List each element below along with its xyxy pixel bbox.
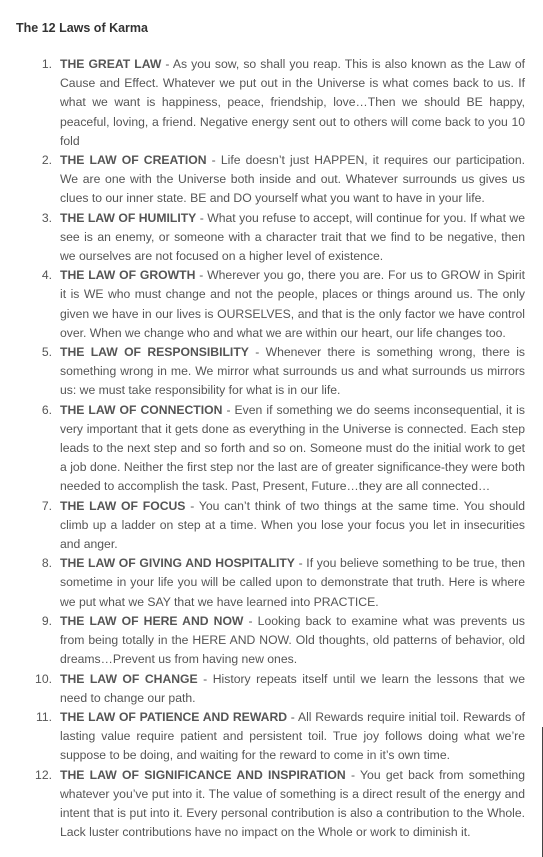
list-item-number: 6. [41,402,52,417]
list-item-number: 1. [41,57,52,71]
law-description: - If you believe something to be true, then sometime in your life you will be called upon to demonstrate that truth. Here is where we put what we SAY that we have learned into PRACTICE. [60,556,525,609]
list-item-number: 5. [41,345,52,360]
list-item [16,612,525,670]
law-description: - As you sow, so shall you reap. This is also known as the Law of Cause and Effect. Whatever we put out in the Universe is what comes back to us. If what we want is happiness, peace, friendship, love…Then we should BE happy, peaceful, loving, a friend. Negative energy sent out to others will come back to you 10 fold [60,57,525,148]
law-name: THE LAW OF SIGNIFICANCE AND INSPIRATION [60,767,346,782]
list-item-number: 9. [41,613,52,628]
list-item [16,55,525,151]
law-description: - History repeats itself until we learn the lessons that we need to change our path. [60,671,525,705]
list-item-number: 11. [35,709,52,724]
list-item-body [60,708,525,766]
laws-list [16,55,525,842]
law-name: THE GREAT LAW [60,57,162,71]
law-name: THE LAW OF HERE AND NOW [60,613,244,628]
list-item-body [60,554,525,612]
law-name: THE LAW OF RESPONSIBILITY [60,345,249,360]
list-item-body [60,55,525,151]
law-description: - What you refuse to accept, will continue for you. If what we see is an enemy, or someone with a character trait that we find to be negative, then we ourselves are not focused on a higher level of existence. [60,210,525,264]
law-name: THE LAW OF PATIENCE AND REWARD [60,709,288,724]
list-item-number: 12. [35,767,52,782]
law-description: - Looking back to examine what was prevents us from being totally in the HERE AND NOW. Old thoughts, old patterns of behavior, old dreams…Prevent us from having new ones. [60,613,526,667]
law-description: - You get back from something whatever you’ve put into it. The value of something is a direct result of the energy and intent that is put into it. Every personal contribution is also a contribution to the Whole. Lack luster contributions have no impact on the Whole or work to diminish it. [60,767,525,840]
list-item-body [60,151,525,209]
list-item-body [60,612,525,670]
list-item-body [60,497,525,555]
law-name: THE LAW OF GIVING AND HOSPITALITY [60,556,295,571]
law-name: THE LAW OF FOCUS [60,498,186,513]
list-item [16,151,525,209]
law-description: - Wherever you go, there you are. For us to GROW in Spirit it is WE who must change and not the people, places or things around us. The only given we have in our lives is OURSELVES, and that is the only factor we have control over. When we change who and what we are within our heart, our life changes too. [60,268,526,340]
list-item-body [60,766,525,843]
law-description: - All Rewards require initial toil. Rewards of lasting value require patient and persistent toil. True joy follows doing what we’re suppose to be doing, and waiting for the reward to come in it’s own time. [60,709,526,763]
list-item [16,401,525,497]
list-item-number: 3. [41,210,52,225]
law-description: - Life doesn’t just HAPPEN, it requires our participation. We are one with the Universe both inside and out. Whatever surrounds us gives us clues to our inner state. BE and DO yourself what you want to have in your life. [60,153,526,206]
law-description: - Even if something we do seems inconsequential, it is very important that it gets done as everything in the Universe is connected. Each step leads to the next step and so forth and so on. Someone must do the initial work to get a job done. Neither the first step nor the last are of greater significance-they were both needed to accomplish the task. Past, Present, Future…they are all connected… [60,402,525,494]
list-item-number: 4. [41,268,52,283]
list-item-body [60,670,525,708]
law-name: THE LAW OF CREATION [60,153,207,168]
list-item-number: 7. [41,498,52,513]
law-name: THE LAW OF CONNECTION [60,402,223,417]
list-item-body [60,209,525,267]
list-item [16,554,525,612]
list-item-number: 10. [35,671,52,686]
list-item-body [60,343,525,401]
law-name: THE LAW OF HUMILITY [60,210,197,225]
law-name: THE LAW OF CHANGE [60,671,198,686]
list-item-body [60,401,525,497]
list-item [16,497,525,555]
list-item [16,343,525,401]
list-item-body [60,266,525,343]
list-item [16,766,525,843]
list-item [16,266,525,343]
list-item-number: 2. [41,153,52,168]
law-description: - You can’t think of two things at the same time. You should climb up a ladder on step at a time. When you lose your focus you let in insecurities and anger. [60,498,526,552]
law-name: THE LAW OF GROWTH [60,268,196,283]
page-title: The 12 Laws of Karma [16,21,148,35]
list-item [16,708,525,766]
list-item [16,209,525,267]
list-item [16,670,525,708]
list-item-number: 8. [41,556,52,571]
law-description: - Whenever there is something wrong, there is something wrong in me. We mirror what surrounds us and what surrounds us mirrors us: we must take responsibility for what is in our life. [60,345,525,398]
